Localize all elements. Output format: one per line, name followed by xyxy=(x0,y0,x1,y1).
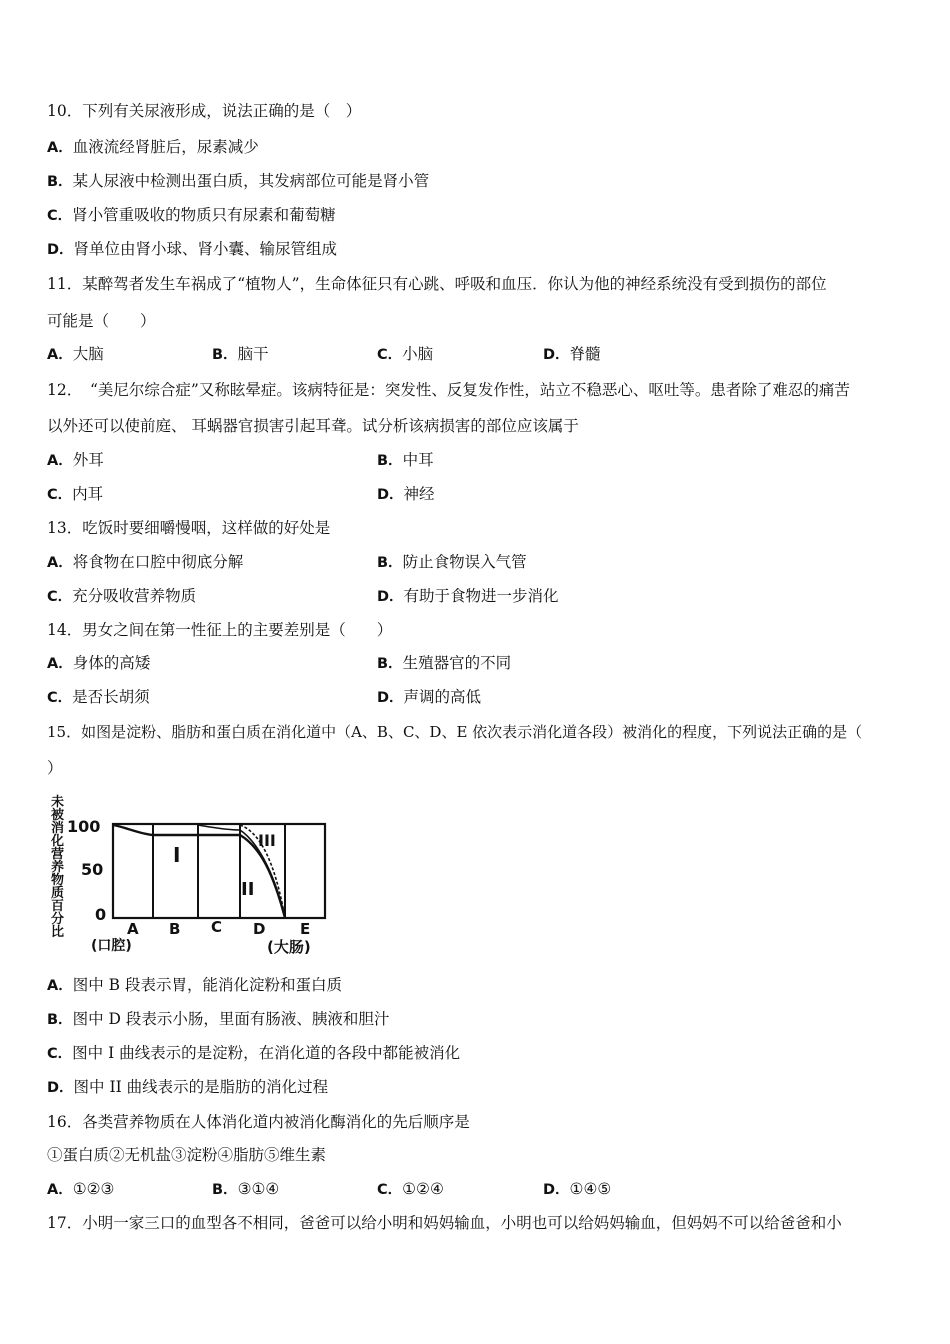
option-text: 有助于食物进一步消化 xyxy=(403,587,559,605)
ylabel-char: 百 xyxy=(51,899,65,914)
q10-option-a xyxy=(47,137,259,158)
option-label: A． xyxy=(47,347,73,363)
q13-option-d xyxy=(377,586,559,607)
q12-stem-line1: 12． “美尼尔综合症”又称眩晕症。该病特征是：突发性、反复发作性，站立不稳恶心、呕吐等。患者除了难忍的痛苦 xyxy=(47,381,850,399)
option-label: D． xyxy=(47,1080,74,1096)
q14-option-c xyxy=(47,687,150,708)
option-text: 肾小管重吸收的物质只有尿素和葡萄糖 xyxy=(72,206,336,224)
q15-option-c xyxy=(47,1043,460,1064)
q16-option-a xyxy=(47,1179,114,1200)
q13-option-a xyxy=(47,552,243,573)
q16-option-c xyxy=(377,1179,444,1200)
option-text: ①②④ xyxy=(402,1180,444,1198)
q12-option-c xyxy=(47,484,103,505)
ylabel-char: 未 xyxy=(51,795,65,810)
option-label: B． xyxy=(377,555,403,571)
ylabel-char: 物 xyxy=(51,873,65,888)
option-text: 将食物在口腔中彻底分解 xyxy=(72,553,244,571)
q11-option-a xyxy=(47,344,104,365)
option-text: 充分吸收营养物质 xyxy=(72,587,197,605)
ylabel-char: 营 xyxy=(51,847,65,862)
q15-option-d xyxy=(47,1077,328,1098)
q12-option-b xyxy=(377,450,434,471)
q16-option-b xyxy=(212,1179,279,1200)
q11-option-b xyxy=(212,344,269,365)
option-text: 声调的高低 xyxy=(403,688,482,706)
q12-stem-line2: 以外还可以使前庭、 耳蜗器官损害引起耳聋。试分析该病损害的部位应该属于 xyxy=(47,417,579,435)
option-text: 图中 B 段表示胃，能消化淀粉和蛋白质 xyxy=(72,976,342,994)
segment-label-b: B xyxy=(169,920,181,938)
option-label: D． xyxy=(47,242,74,258)
q12-option-d xyxy=(377,484,435,505)
option-label: C． xyxy=(47,690,73,706)
option-label: B． xyxy=(377,453,403,469)
option-label: A． xyxy=(47,656,73,672)
option-text: ①②③ xyxy=(72,1180,115,1198)
q14-option-b xyxy=(377,653,511,674)
option-text: 图中 I 曲线表示的是淀粉，在消化道的各段中都能被消化 xyxy=(72,1044,461,1062)
option-text: ③①④ xyxy=(237,1180,280,1198)
option-text: 神经 xyxy=(403,485,435,503)
q13-option-c xyxy=(47,586,196,607)
option-label: C． xyxy=(377,347,403,363)
q14-stem: 14．男女之间在第一性征上的主要差别是（ ） xyxy=(47,621,393,639)
q15-option-a xyxy=(47,975,342,996)
option-text: 某人尿液中检测出蛋白质，其发病部位可能是肾小管 xyxy=(72,172,430,190)
ylabel-char: 比 xyxy=(51,925,65,940)
option-text: 小脑 xyxy=(402,345,434,363)
option-label: C． xyxy=(47,487,73,503)
y-tick-100: 100 xyxy=(67,817,101,836)
option-text: 图中 D 段表示小肠，里面有肠液、胰液和胆汁 xyxy=(72,1010,390,1028)
option-text: 生殖器官的不同 xyxy=(402,654,512,672)
option-text: 脊髓 xyxy=(569,345,601,363)
option-text: 肾单位由肾小球、肾小囊、输尿管组成 xyxy=(73,240,338,258)
option-label: B． xyxy=(47,174,73,190)
q13-option-b xyxy=(377,552,527,573)
q16-stem: 16．各类营养物质在人体消化道内被消化酶消化的先后顺序是 xyxy=(47,1113,470,1131)
q11-option-c xyxy=(377,344,433,365)
option-text: 中耳 xyxy=(402,451,434,469)
q16-option-d xyxy=(543,1179,611,1200)
caption-mouth: (口腔) xyxy=(91,938,132,954)
option-label: D． xyxy=(377,690,404,706)
q10-option-d xyxy=(47,239,337,260)
segment-label-c: C xyxy=(211,918,223,936)
ylabel-char: 消 xyxy=(51,821,65,836)
q13-stem: 13．吃饭时要细嚼慢咽，这样做的好处是 xyxy=(47,519,331,537)
option-label: A． xyxy=(47,140,73,156)
q15-option-b xyxy=(47,1009,389,1030)
option-label: C． xyxy=(47,1046,73,1062)
curve-label-iii: III xyxy=(258,831,276,850)
q17-stem-line1: 17．小明一家三口的血型各不相同，爸爸可以给小明和妈妈输血，小明也可以给妈妈输血，但妈妈不可以给爸爸和小 xyxy=(47,1214,842,1232)
option-label: D． xyxy=(377,589,404,605)
curve-label-i: I xyxy=(173,843,181,867)
option-label: A． xyxy=(47,555,73,571)
option-text: 图中 II 曲线表示的是脂肪的消化过程 xyxy=(73,1078,329,1096)
option-text: 防止食物误入气管 xyxy=(402,553,527,571)
option-text: 脑干 xyxy=(237,345,269,363)
q14-option-d xyxy=(377,687,481,708)
ylabel-char: 质 xyxy=(51,886,65,901)
option-label: C． xyxy=(377,1182,403,1198)
q10-option-b xyxy=(47,171,429,192)
option-label: D． xyxy=(543,347,570,363)
ylabel-char: 养 xyxy=(51,860,65,875)
caption-large-intestine: (大肠) xyxy=(267,938,311,956)
curve-label-ii: II xyxy=(241,879,255,900)
plot-frame xyxy=(113,824,325,918)
q10-option-c xyxy=(47,205,336,226)
q12-option-a xyxy=(47,450,104,471)
y-tick-50: 50 xyxy=(81,860,104,879)
y-axis-label xyxy=(50,794,64,940)
option-text: 是否长胡须 xyxy=(72,688,150,706)
option-label: B． xyxy=(212,347,238,363)
q10-stem: 10．下列有关尿液形成，说法正确的是（ ） xyxy=(47,102,362,120)
option-label: C． xyxy=(47,589,73,605)
q11-stem-line1: 11．某醉驾者发生车祸成了“植物人”，生命体征只有心跳、呼吸和血压．你认为他的神经系统没有受到损伤的部位 xyxy=(47,275,827,293)
y-tick-0: 0 xyxy=(95,905,107,924)
ylabel-char: 化 xyxy=(51,834,65,849)
option-text: 血液流经肾脏后，尿素减少 xyxy=(72,138,259,156)
q16-nutrient-list: ①蛋白质②无机盐③淀粉④脂肪⑤维生素 xyxy=(47,1146,327,1164)
option-text: ①④⑤ xyxy=(569,1180,612,1198)
ylabel-char: 分 xyxy=(51,912,65,927)
option-label: C． xyxy=(47,208,73,224)
option-text: 身体的高矮 xyxy=(72,654,151,672)
q15-stem-line2: ） xyxy=(47,759,63,777)
option-label: D． xyxy=(377,487,404,503)
segment-label-d: D xyxy=(253,920,266,938)
option-text: 内耳 xyxy=(72,485,104,503)
option-label: D． xyxy=(543,1182,570,1198)
option-text: 大脑 xyxy=(72,345,104,363)
ylabel-char: 被 xyxy=(51,808,65,823)
q15-stem-line1: 15．如图是淀粉、脂肪和蛋白质在消化道中（A、B、C、D、E 依次表示消化道各段）被消化的程度，下列说法正确的是（ xyxy=(47,723,863,741)
option-label: B． xyxy=(212,1182,238,1198)
option-text: 外耳 xyxy=(72,451,104,469)
option-label: B． xyxy=(47,1012,73,1028)
segment-label-a: A xyxy=(127,920,139,938)
q11-stem-line2: 可能是（ ） xyxy=(47,312,156,330)
q14-option-a xyxy=(47,653,150,674)
option-label: B． xyxy=(377,656,403,672)
q11-option-d xyxy=(543,344,601,365)
digestion-curve-figure xyxy=(45,792,345,962)
option-label: A． xyxy=(47,978,73,994)
option-label: A． xyxy=(47,1182,73,1198)
option-label: A． xyxy=(47,453,73,469)
segment-label-e: E xyxy=(300,920,311,938)
